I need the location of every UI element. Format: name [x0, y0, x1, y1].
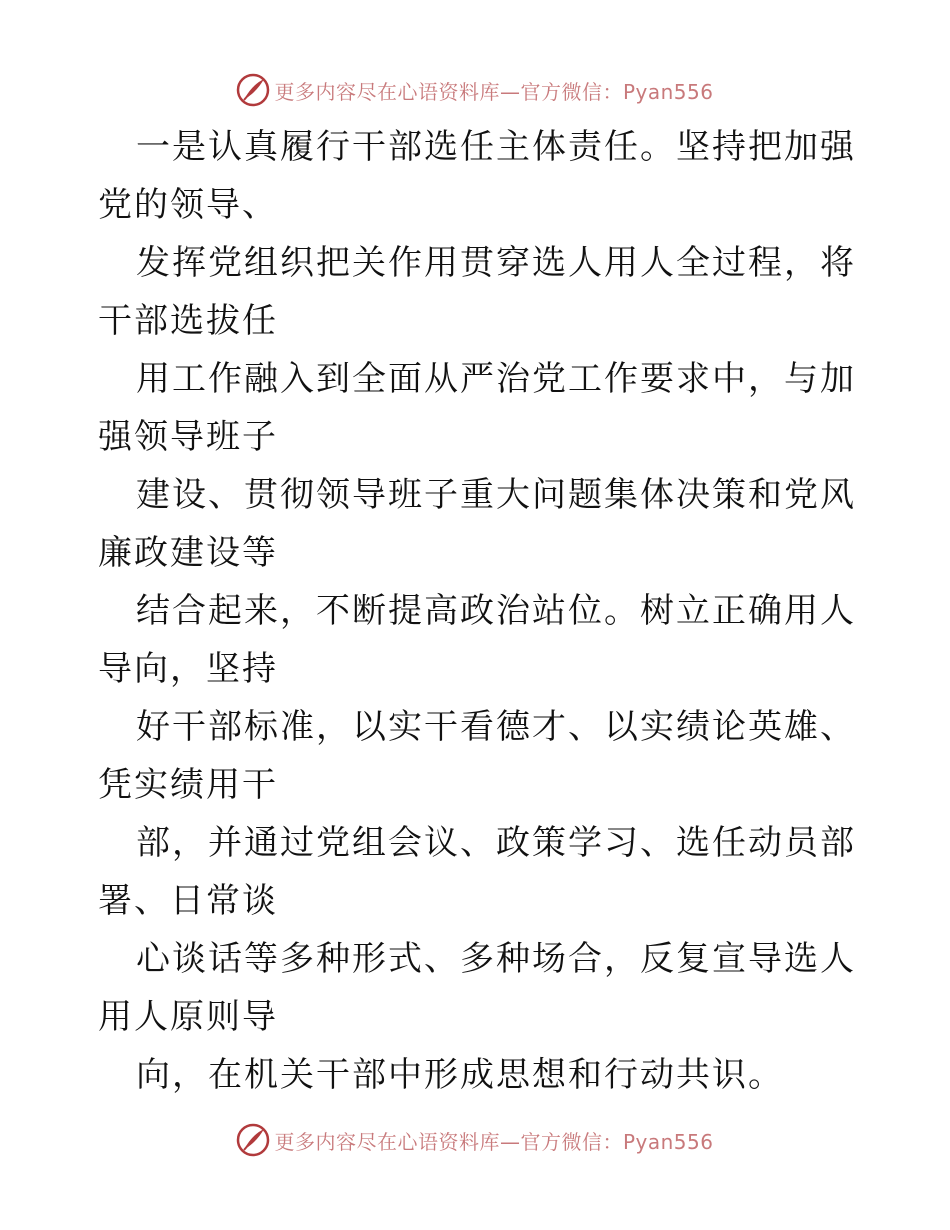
quill-emblem-icon [236, 73, 270, 107]
paragraph: 部，并通过党组会议、政策学习、选任动员部署、日常谈 [98, 823, 856, 921]
paragraph: 发挥党组织把关作用贯穿选人用人全过程，将干部选拔任 [98, 243, 856, 341]
document-body [98, 118, 858, 1104]
paragraph: 一是认真履行干部选任主体责任。坚持把加强党的领导、 [98, 127, 856, 225]
paragraph: 向，在机关干部中形成思想和行动共识。 [136, 1055, 784, 1095]
footer-banner [0, 1120, 950, 1160]
paragraph: 好干部标准，以实干看德才、以实绩论英雄、凭实绩用干 [98, 707, 856, 805]
paragraph: 结合起来，不断提高政治站位。树立正确用人导向，坚持 [98, 591, 856, 689]
banner-text: 更多内容尽在心语资料库—官方微信：Pyan556 [274, 79, 714, 104]
paragraph: 心谈话等多种形式、多种场合，反复宣导选人用人原则导 [98, 939, 856, 1037]
quill-emblem-icon [236, 1123, 270, 1157]
paragraph: 建设、贯彻领导班子重大问题集体决策和党风廉政建设等 [98, 475, 856, 573]
banner-text: 更多内容尽在心语资料库—官方微信：Pyan556 [274, 1129, 714, 1154]
header-banner [0, 70, 950, 110]
paragraph: 用工作融入到全面从严治党工作要求中，与加强领导班子 [98, 359, 856, 457]
